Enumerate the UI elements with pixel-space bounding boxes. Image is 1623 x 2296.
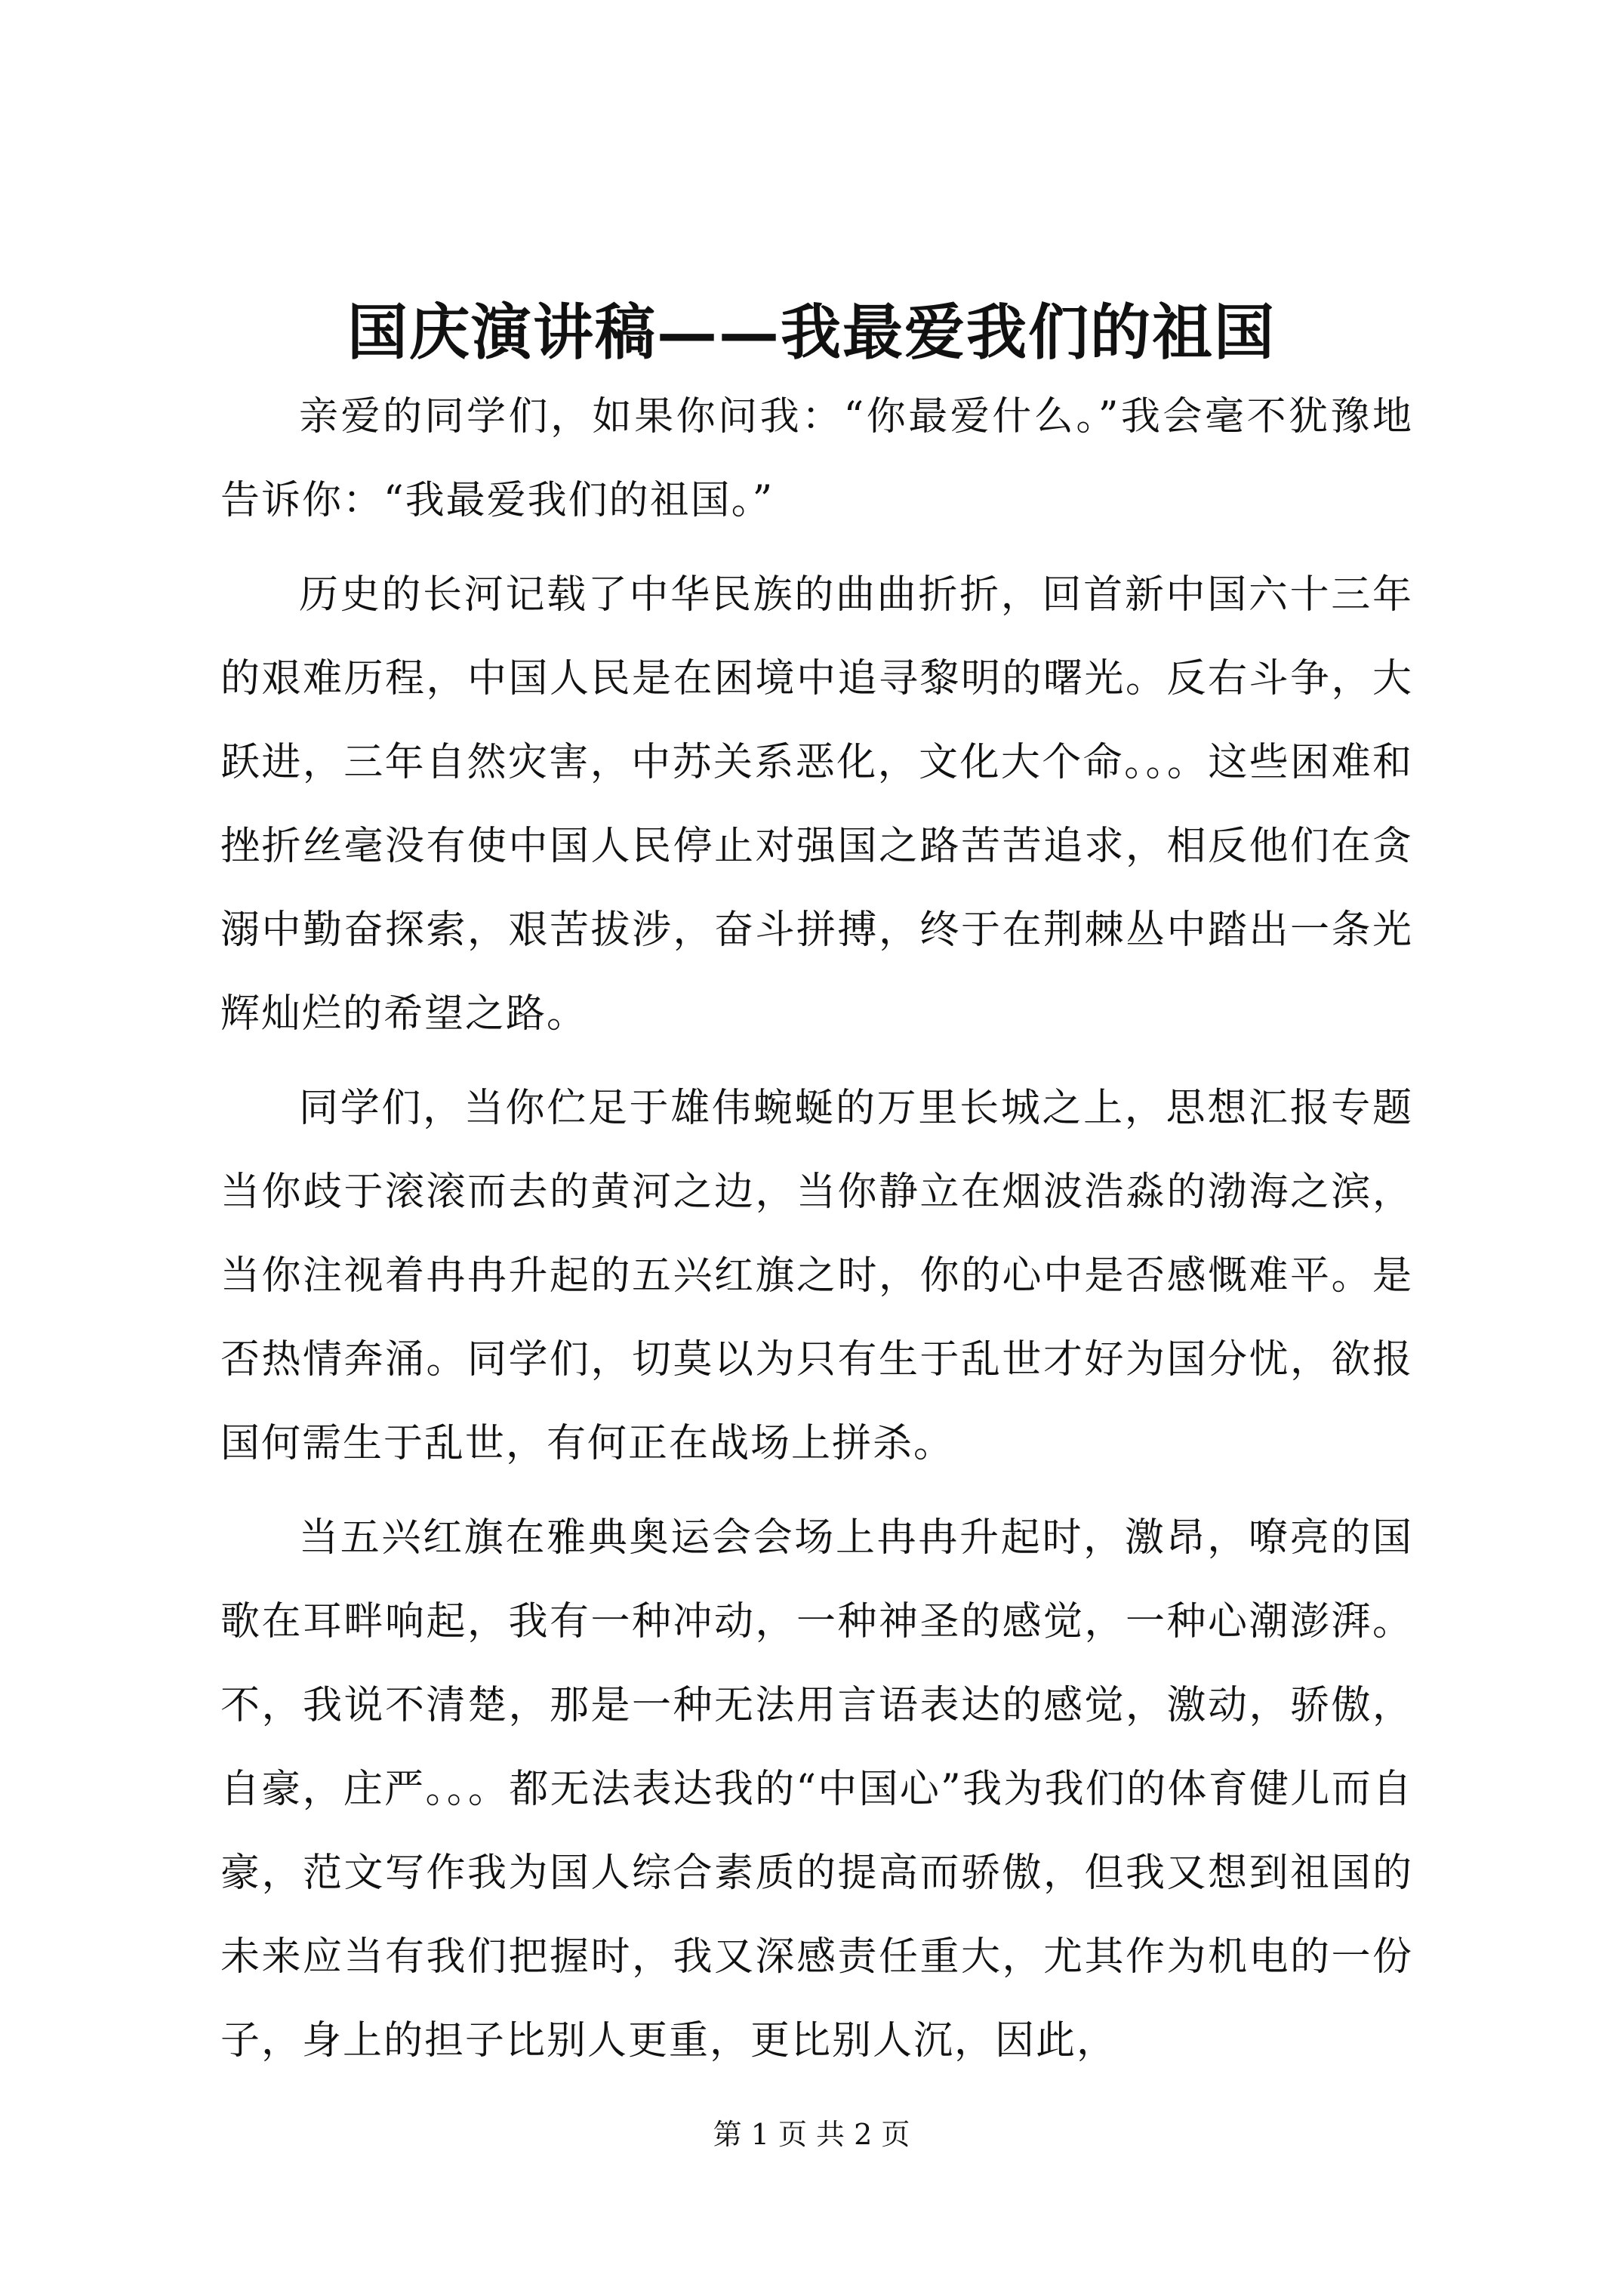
paragraph: 历史的长河记载了中华民族的曲曲折折，回首新中国六十三年的艰难历程，中国人民是在困境中追寻黎明的曙光。反右斗争，大跃进，三年自然灾害，中苏关系恶化，文化大个命。。。这些困难和挫折丝毫没有使中国人民停止对强国之路苦苦追求，相反他们在贪溺中勤奋探索，艰苦拔涉，奋斗拼搏，终于在荆棘丛中踏出一条光辉灿烂的希望之路。 xyxy=(220,572,1413,1037)
paragraph: 同学们，当你伫足于雄伟蜿蜒的万里长城之上，思想汇报专题当你歧于滚滚而去的黄河之边，当你静立在烟波浩淼的渤海之滨，当你注视着冉冉升起的五兴红旗之时，你的心中是否感慨难平。是否热情奔涌。同学们，切莫以为只有生于乱世才好为国分忧，欲报国何需生于乱世，有何正在战场上拼杀。 xyxy=(220,1086,1413,1466)
paragraph: 亲爱的同学们，如果你问我：“你最爱什么。”我会毫不犹豫地告诉你：“我最爱我们的祖国。” xyxy=(220,394,1413,523)
page-number-footer: 第 1 页 共 2 页 xyxy=(713,2118,910,2151)
paragraph: 当五兴红旗在雅典奥运会会场上冉冉升起时，激昂，嘹亮的国歌在耳畔响起，我有一种冲动，一种神圣的感觉，一种心潮澎湃。不，我说不清楚，那是一种无法用言语表达的感觉，激动，骄傲，自豪，庄严。。。都无法表达我的“中国心”我为我们的体育健儿而自豪，范文写作我为国人综合素质的提高而骄傲，但我又想到祖国的未来应当有我们把握时，我又深感责任重大，尤其作为机电的一份子，身上的担子比别人更重，更比别人沉，因此， xyxy=(220,1515,1413,2063)
document-title: 国庆演讲稿——我最爱我们的祖国 xyxy=(347,297,1276,368)
document-body xyxy=(220,375,1413,2094)
